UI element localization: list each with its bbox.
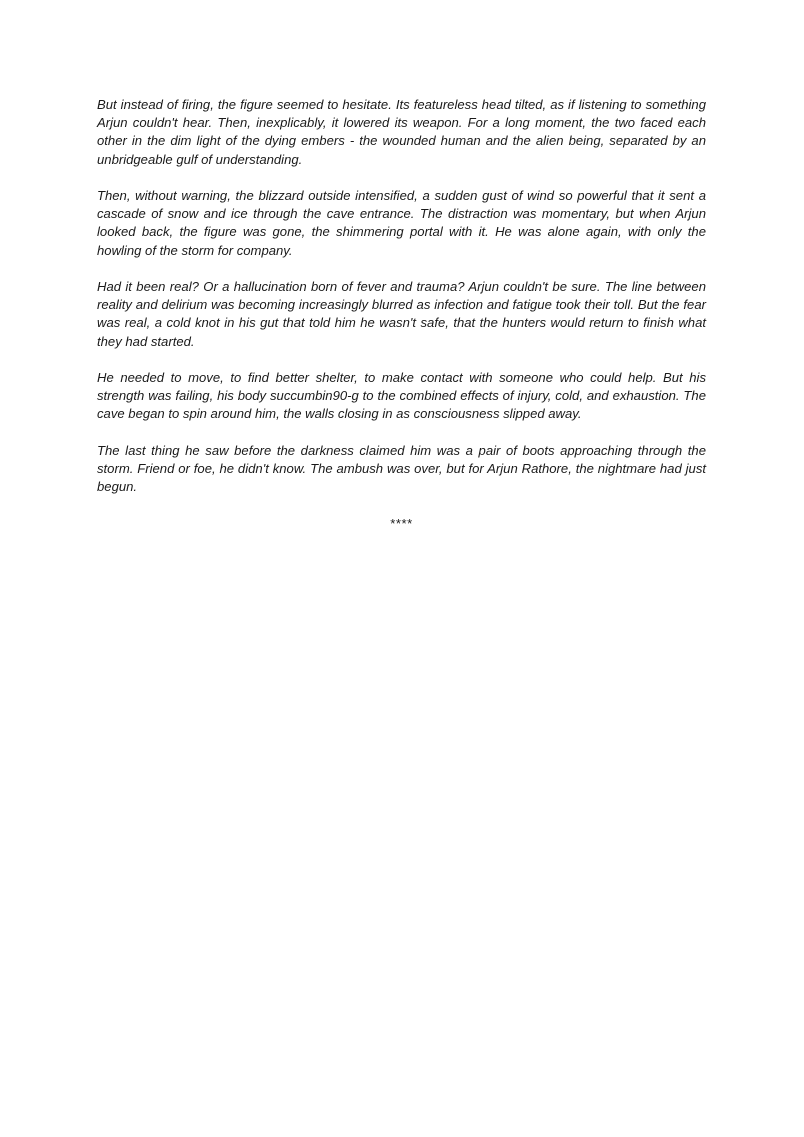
body-text	[97, 96, 706, 533]
paragraph-2: Then, without warning, the blizzard outside intensified, a sudden gust of wind so powerful that it sent a cascade of snow and ice through the cave entrance. The distraction was momentary, but when Arjun looked back, the figure was gone, the shimmering portal with it. He was alone again, with only the howling of the storm for company.	[97, 188, 706, 258]
paragraph-3: Had it been real? Or a hallucination born of fever and trauma? Arjun couldn't be sure. The line between reality and delirium was becoming increasingly blurred as infection and fatigue took their toll. But the fear was real, a cold knot in his gut that told him he wasn't safe, that the hunters would return to finish what they had started.	[97, 279, 706, 349]
paragraph-1: But instead of firing, the figure seemed to hesitate. Its featureless head tilted, as if listening to something Arjun couldn't hear. Then, inexplicably, it lowered its weapon. For a long moment, the two faced each other in the dim light of the dying embers - the wounded human and the alien being, separated by an unbridgeable gulf of understanding.	[97, 97, 706, 167]
paragraph-4: He needed to move, to find better shelter, to make contact with someone who could help. But his strength was failing, his body succumbin90-g to the combined effects of injury, cold, and exhaustion. The cave began to spin around him, the walls closing in as consciousness slipped away.	[97, 370, 706, 422]
section-separator: ****	[390, 515, 413, 531]
paragraph-5: The last thing he saw before the darkness claimed him was a pair of boots approaching through the storm. Friend or foe, he didn't know. The ambush was over, but for Arjun Rathore, the nightmare had just begun.	[97, 442, 706, 495]
